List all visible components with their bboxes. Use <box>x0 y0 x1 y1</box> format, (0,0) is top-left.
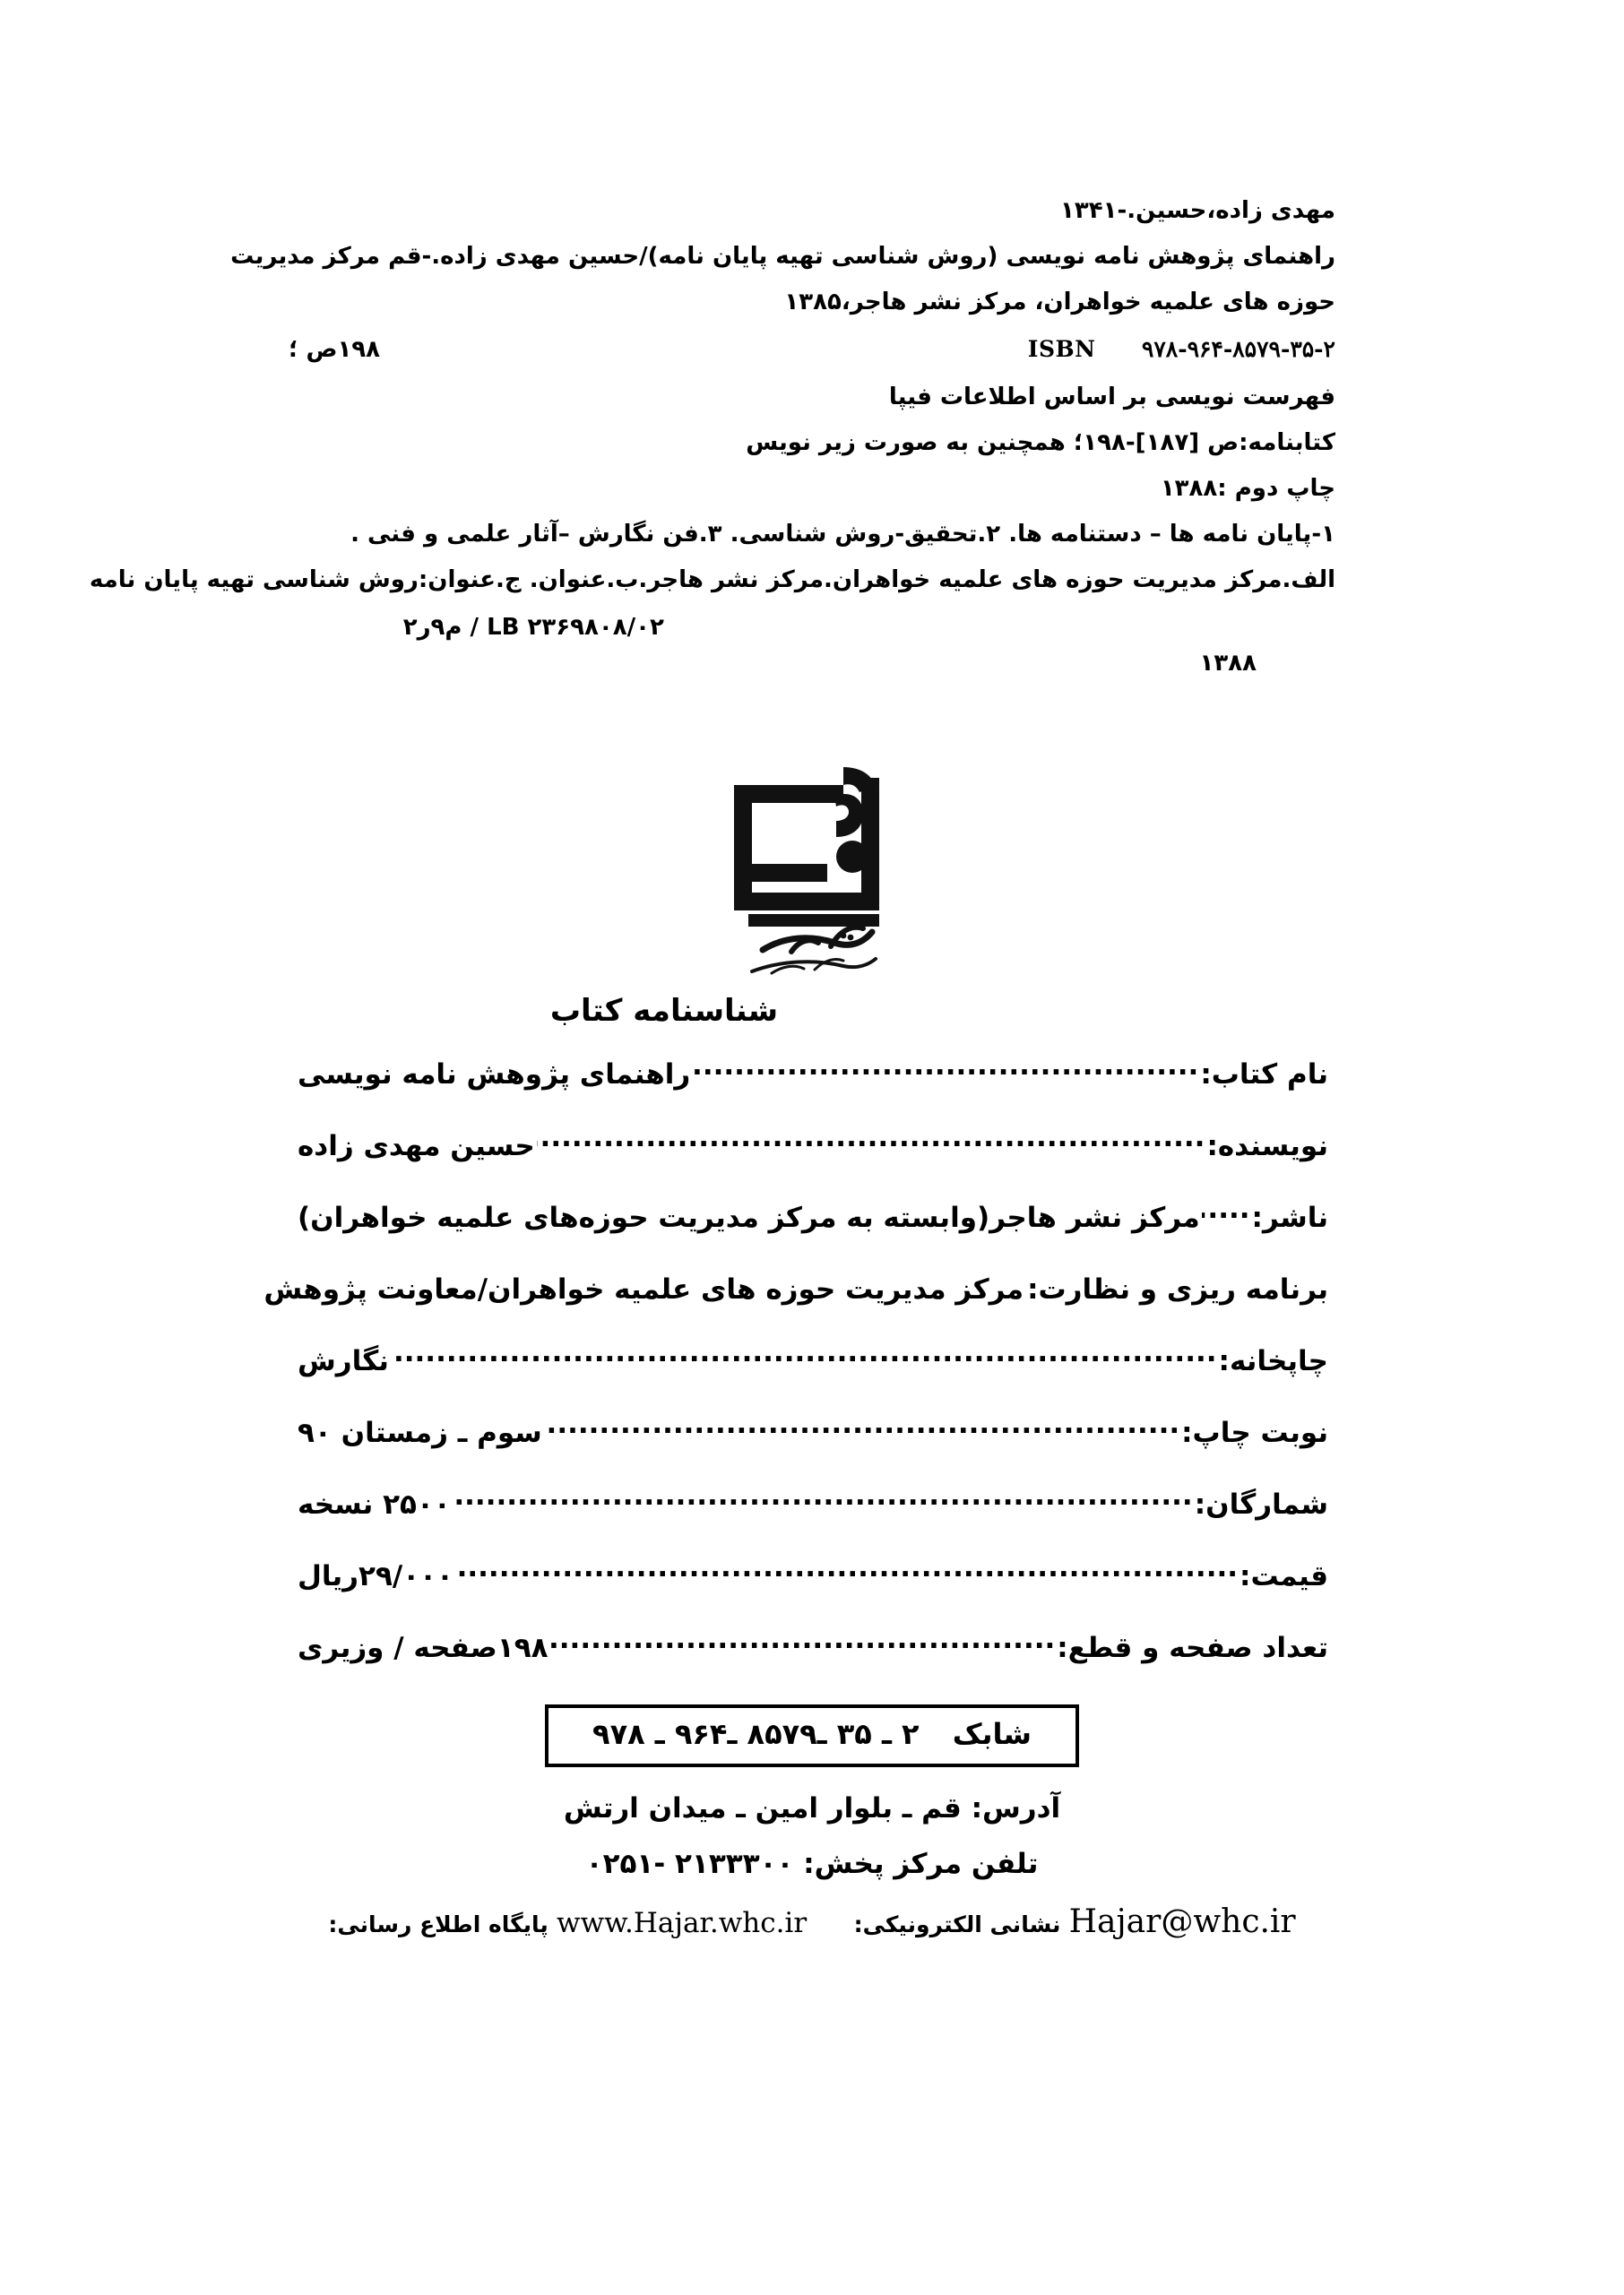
website-value[interactable]: www.Hajar.whc.ir <box>557 1907 808 1939</box>
logo-icon <box>709 751 915 988</box>
dot-leader <box>1202 1199 1250 1227</box>
dot-leader <box>692 1056 1198 1083</box>
dot-leader <box>453 1486 1193 1514</box>
dot-leader <box>544 1414 1179 1442</box>
record-row-pages-format <box>298 1629 1328 1701</box>
record-label: شمارگان: <box>1194 1488 1328 1521</box>
isbn-box-label: شابک <box>952 1717 1032 1751</box>
dot-leader <box>537 1127 1205 1155</box>
cip-isbn <box>1028 336 1335 362</box>
phone-line: تلفن مرکز پخش: ۲۱۳۳۳۰۰ -۰۲۵۱ <box>585 1848 1039 1880</box>
dot-leader <box>391 1342 1217 1370</box>
cip-extent: ۱۹۸ص ؛ <box>289 336 381 363</box>
publisher-logo <box>0 751 1624 988</box>
record-value: حسین مهدی زاده <box>298 1130 535 1162</box>
record-value: سوم ـ زمستان ۹۰ <box>298 1417 542 1449</box>
record-value: مرکز مدیریت حوزه های علمیه خواهران/معاونت پژوهش <box>263 1273 1024 1306</box>
isbn-box-value: ۲ ـ ۳۵ ـ۸۵۷۹ ـ۹۶۴ ـ ۹۷۸ <box>592 1717 920 1751</box>
cip-bibliography-line: کتابنامه:ص [۱۸۷]-۱۹۸؛ همچنین به صورت زیر نویس <box>746 429 1335 456</box>
record-value: راهنمای پژوهش نامه نویسی <box>298 1058 691 1091</box>
record-value: ۱۹۸صفحه / وزیری <box>298 1632 549 1664</box>
cip-imprint-line: حوزه های علمیه خواهران، مرکز نشر هاجر،۱۳۸۵ <box>784 289 1335 315</box>
cip-added-entries-line: الف.مرکز مدیریت حوزه های علمیه خواهران.مرکز نشر هاجر.ب.عنوان. ج.عنوان:روش شناسی تهیه پایان نامه <box>89 566 1335 593</box>
dewey-number: ۸۰۸/۰۲ <box>584 614 664 641</box>
record-row-author <box>298 1127 1328 1199</box>
record-label: قیمت: <box>1240 1560 1328 1592</box>
cip-subjects-line: ۱-پایان نامه ها – دستنامه ها. ۲.تحقیق-روش شناسی. ۳.فن نگارش –آثار علمی و فنی . <box>350 521 1335 548</box>
email-value[interactable]: Hajar@whc.ir <box>1068 1903 1296 1940</box>
dot-leader <box>550 1629 1056 1657</box>
call-number-year: ۱۳۸۸ <box>1199 650 1257 677</box>
email-label: نشانی الکترونیکی: <box>853 1911 1061 1937</box>
dot-leader <box>455 1557 1238 1585</box>
record-row-supervision <box>263 1271 1328 1342</box>
cip-edition-line: چاپ دوم :۱۳۸۸ <box>1160 475 1335 502</box>
call-number: LB ۲۳۶۹ / م۹ر۲ <box>402 614 584 641</box>
record-label: تعداد صفحه و قطع: <box>1057 1632 1328 1664</box>
hajar-press-logo-mark <box>709 751 915 988</box>
record-label: چاپخانه: <box>1218 1345 1328 1377</box>
record-value: ۲۹/۰۰۰ریال <box>298 1560 454 1592</box>
record-value: ۲۵۰۰ نسخه <box>298 1488 451 1521</box>
cip-extent-isbn-row <box>289 336 1335 363</box>
record-label: نوبت چاپ: <box>1181 1417 1328 1449</box>
book-record-list <box>263 1056 1328 1701</box>
record-label: نویسنده: <box>1206 1130 1328 1162</box>
cip-block <box>89 197 1335 677</box>
record-row-price <box>298 1557 1328 1629</box>
web-contact-line <box>0 1903 1624 1940</box>
cip-author-line: مهدی زاده،حسین.-۱۳۴۱ <box>1060 197 1335 224</box>
address-line: آدرس: قم ـ بلوار امین ـ میدان ارتش <box>563 1792 1061 1825</box>
cip-fipa-line: فهرست نویسی بر اساس اطلاعات فیپا <box>888 384 1335 410</box>
record-label: برنامه ریزی و نظارت: <box>1027 1273 1328 1306</box>
record-label: نام کتاب: <box>1200 1058 1328 1091</box>
isbn-box-container <box>0 1704 1624 1767</box>
cip-classification-row <box>289 614 1335 641</box>
record-label: ناشر: <box>1251 1202 1328 1234</box>
publisher-contact-block <box>0 1792 1624 1963</box>
isbn-label: ISBN <box>1027 336 1096 362</box>
record-row-printrun <box>298 1486 1328 1557</box>
website-label: پایگاه اطلاع رسانی: <box>328 1911 549 1937</box>
record-row-printhouse <box>298 1342 1328 1414</box>
isbn-number: ۹۷۸-۹۶۴-۸۵۷۹-۳۵-۲ <box>1141 336 1335 362</box>
page-title: شناسنامه کتاب <box>549 993 779 1029</box>
record-row-title <box>298 1056 1328 1127</box>
record-value: نگارش <box>298 1345 389 1377</box>
record-row-edition <box>298 1414 1328 1486</box>
isbn-box <box>545 1704 1079 1767</box>
cip-title-line: راهنمای پژوهش نامه نویسی (روش شناسی تهیه پایان نامه)/حسین مهدی زاده.-قم مرکز مدیریت <box>230 243 1335 270</box>
record-row-publisher <box>298 1199 1328 1271</box>
record-value: مرکز نشر هاجر(وابسته به مرکز مدیریت حوزه‌های علمیه خواهران) <box>298 1202 1200 1234</box>
